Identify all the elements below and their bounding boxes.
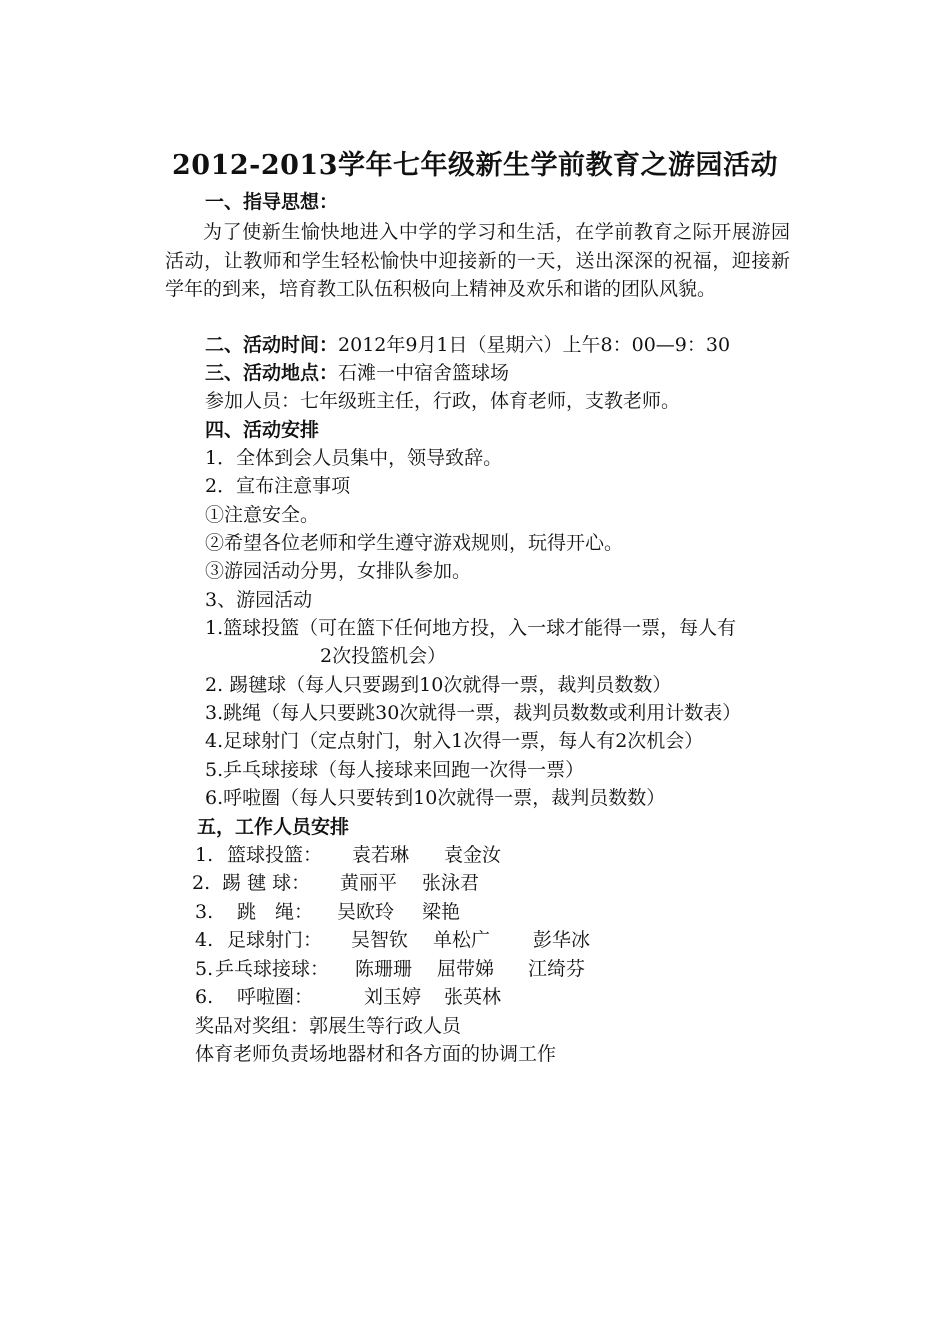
section5-heading: 五，工作人员安排 bbox=[197, 816, 350, 838]
game-item-2: 2. 踢毽球（每人只要踢到10次就得一票，裁判员数数） bbox=[205, 674, 672, 696]
staff-person: 张泳君 bbox=[422, 872, 480, 894]
activity-time bbox=[205, 331, 730, 359]
staff-person: 屈带娣 bbox=[437, 958, 495, 980]
staff-row-1 bbox=[195, 841, 501, 869]
staff-person: 吴智钦 bbox=[351, 929, 409, 951]
staff-person: 陈珊珊 bbox=[355, 958, 413, 980]
staff-person: 江绮芬 bbox=[528, 958, 586, 980]
staff-num: 6. bbox=[195, 986, 214, 1008]
staff-num: 1. bbox=[195, 844, 214, 866]
staff-row-2 bbox=[192, 869, 479, 897]
game-item-6: 6.呼啦圈（每人只要转到10次就得一票，裁判员数数） bbox=[205, 787, 666, 809]
section1-heading: 一、指导思想： bbox=[205, 191, 339, 213]
pe-teacher-duty: 体育老师负责场地器材和各方面的协调工作 bbox=[195, 1043, 557, 1065]
game-item-4: 4.足球射门（定点射门，射入1次得一票，每人有2次机会） bbox=[205, 730, 704, 752]
section1-body: 为了使新生愉快地进入中学的学习和生活，在学前教育之际开展游园活动，让教师和学生轻松愉快中迎接新的一天，送出深深的祝福，迎接新学年的到来，培育教工队伍积极向上精神及欢乐和谐的团队风貌。 bbox=[165, 221, 790, 300]
game-item-1-cont: 2次投篮机会） bbox=[320, 645, 447, 667]
staff-num: 3. bbox=[195, 901, 214, 923]
staff-station: 踢 毽 球： bbox=[222, 872, 311, 894]
game-item-1: 1.篮球投篮（可在篮下任何地方投，入一球才能得一票，每人有 bbox=[205, 617, 737, 639]
arrangement-item-3: 3、游园活动 bbox=[205, 589, 313, 611]
game-item-5: 5.乒乓球接球（每人接球来回跑一次得一票） bbox=[205, 759, 585, 781]
staff-person: 彭华冰 bbox=[533, 929, 591, 951]
staff-row-6 bbox=[195, 983, 501, 1011]
staff-person: 单松广 bbox=[433, 929, 491, 951]
note-2: ②希望各位老师和学生遵守游戏规则，玩得开心。 bbox=[205, 532, 624, 554]
staff-num: 2. bbox=[192, 872, 211, 894]
note-1: ①注意安全。 bbox=[205, 504, 320, 526]
staff-person: 黄丽平 bbox=[340, 872, 398, 894]
activity-time-value: 2012年9月1日（星期六）上午8：00—9：30 bbox=[338, 334, 731, 356]
staff-row-4 bbox=[195, 926, 590, 954]
document-title: 2012-2013学年七年级新生学前教育之游园活动 bbox=[172, 150, 778, 181]
staff-row-3 bbox=[195, 898, 460, 926]
activity-time-label: 二、活动时间： bbox=[205, 334, 339, 356]
activity-location bbox=[205, 359, 509, 387]
staff-person: 刘玉婷 bbox=[364, 986, 422, 1008]
staff-person: 吴欧玲 bbox=[337, 901, 395, 923]
staff-station: 篮球投篮： bbox=[227, 844, 323, 866]
game-item-3: 3.跳绳（每人只要跳30次就得一票，裁判员数数或利用计数表） bbox=[205, 702, 742, 724]
staff-station: 呼啦圈： bbox=[237, 986, 314, 1008]
prize-group: 奖品对奖组：郭展生等行政人员 bbox=[195, 1015, 462, 1037]
arrangement-item-1: 1．全体到会人员集中，领导致辞。 bbox=[205, 447, 503, 469]
staff-person: 张英林 bbox=[444, 986, 502, 1008]
section4-heading: 四、活动安排 bbox=[205, 419, 320, 441]
staff-person: 梁艳 bbox=[422, 901, 461, 923]
staff-station: 乒乓球接球： bbox=[215, 958, 330, 980]
staff-person: 袁若琳 bbox=[352, 844, 410, 866]
staff-row-5 bbox=[195, 955, 585, 983]
staff-station: 跳 绳： bbox=[237, 901, 314, 923]
activity-location-label: 三、活动地点： bbox=[205, 362, 339, 384]
participants: 参加人员：七年级班主任，行政，体育老师，支教老师。 bbox=[205, 390, 681, 412]
staff-num: 4. bbox=[195, 929, 214, 951]
staff-num: 5. bbox=[195, 958, 214, 980]
staff-person: 袁金汝 bbox=[444, 844, 502, 866]
staff-station: 足球射门： bbox=[227, 929, 323, 951]
arrangement-item-2: 2．宣布注意事项 bbox=[205, 475, 351, 497]
note-3: ③游园活动分男，女排队参加。 bbox=[205, 560, 472, 582]
activity-location-value: 石滩一中宿舍篮球场 bbox=[338, 362, 510, 384]
